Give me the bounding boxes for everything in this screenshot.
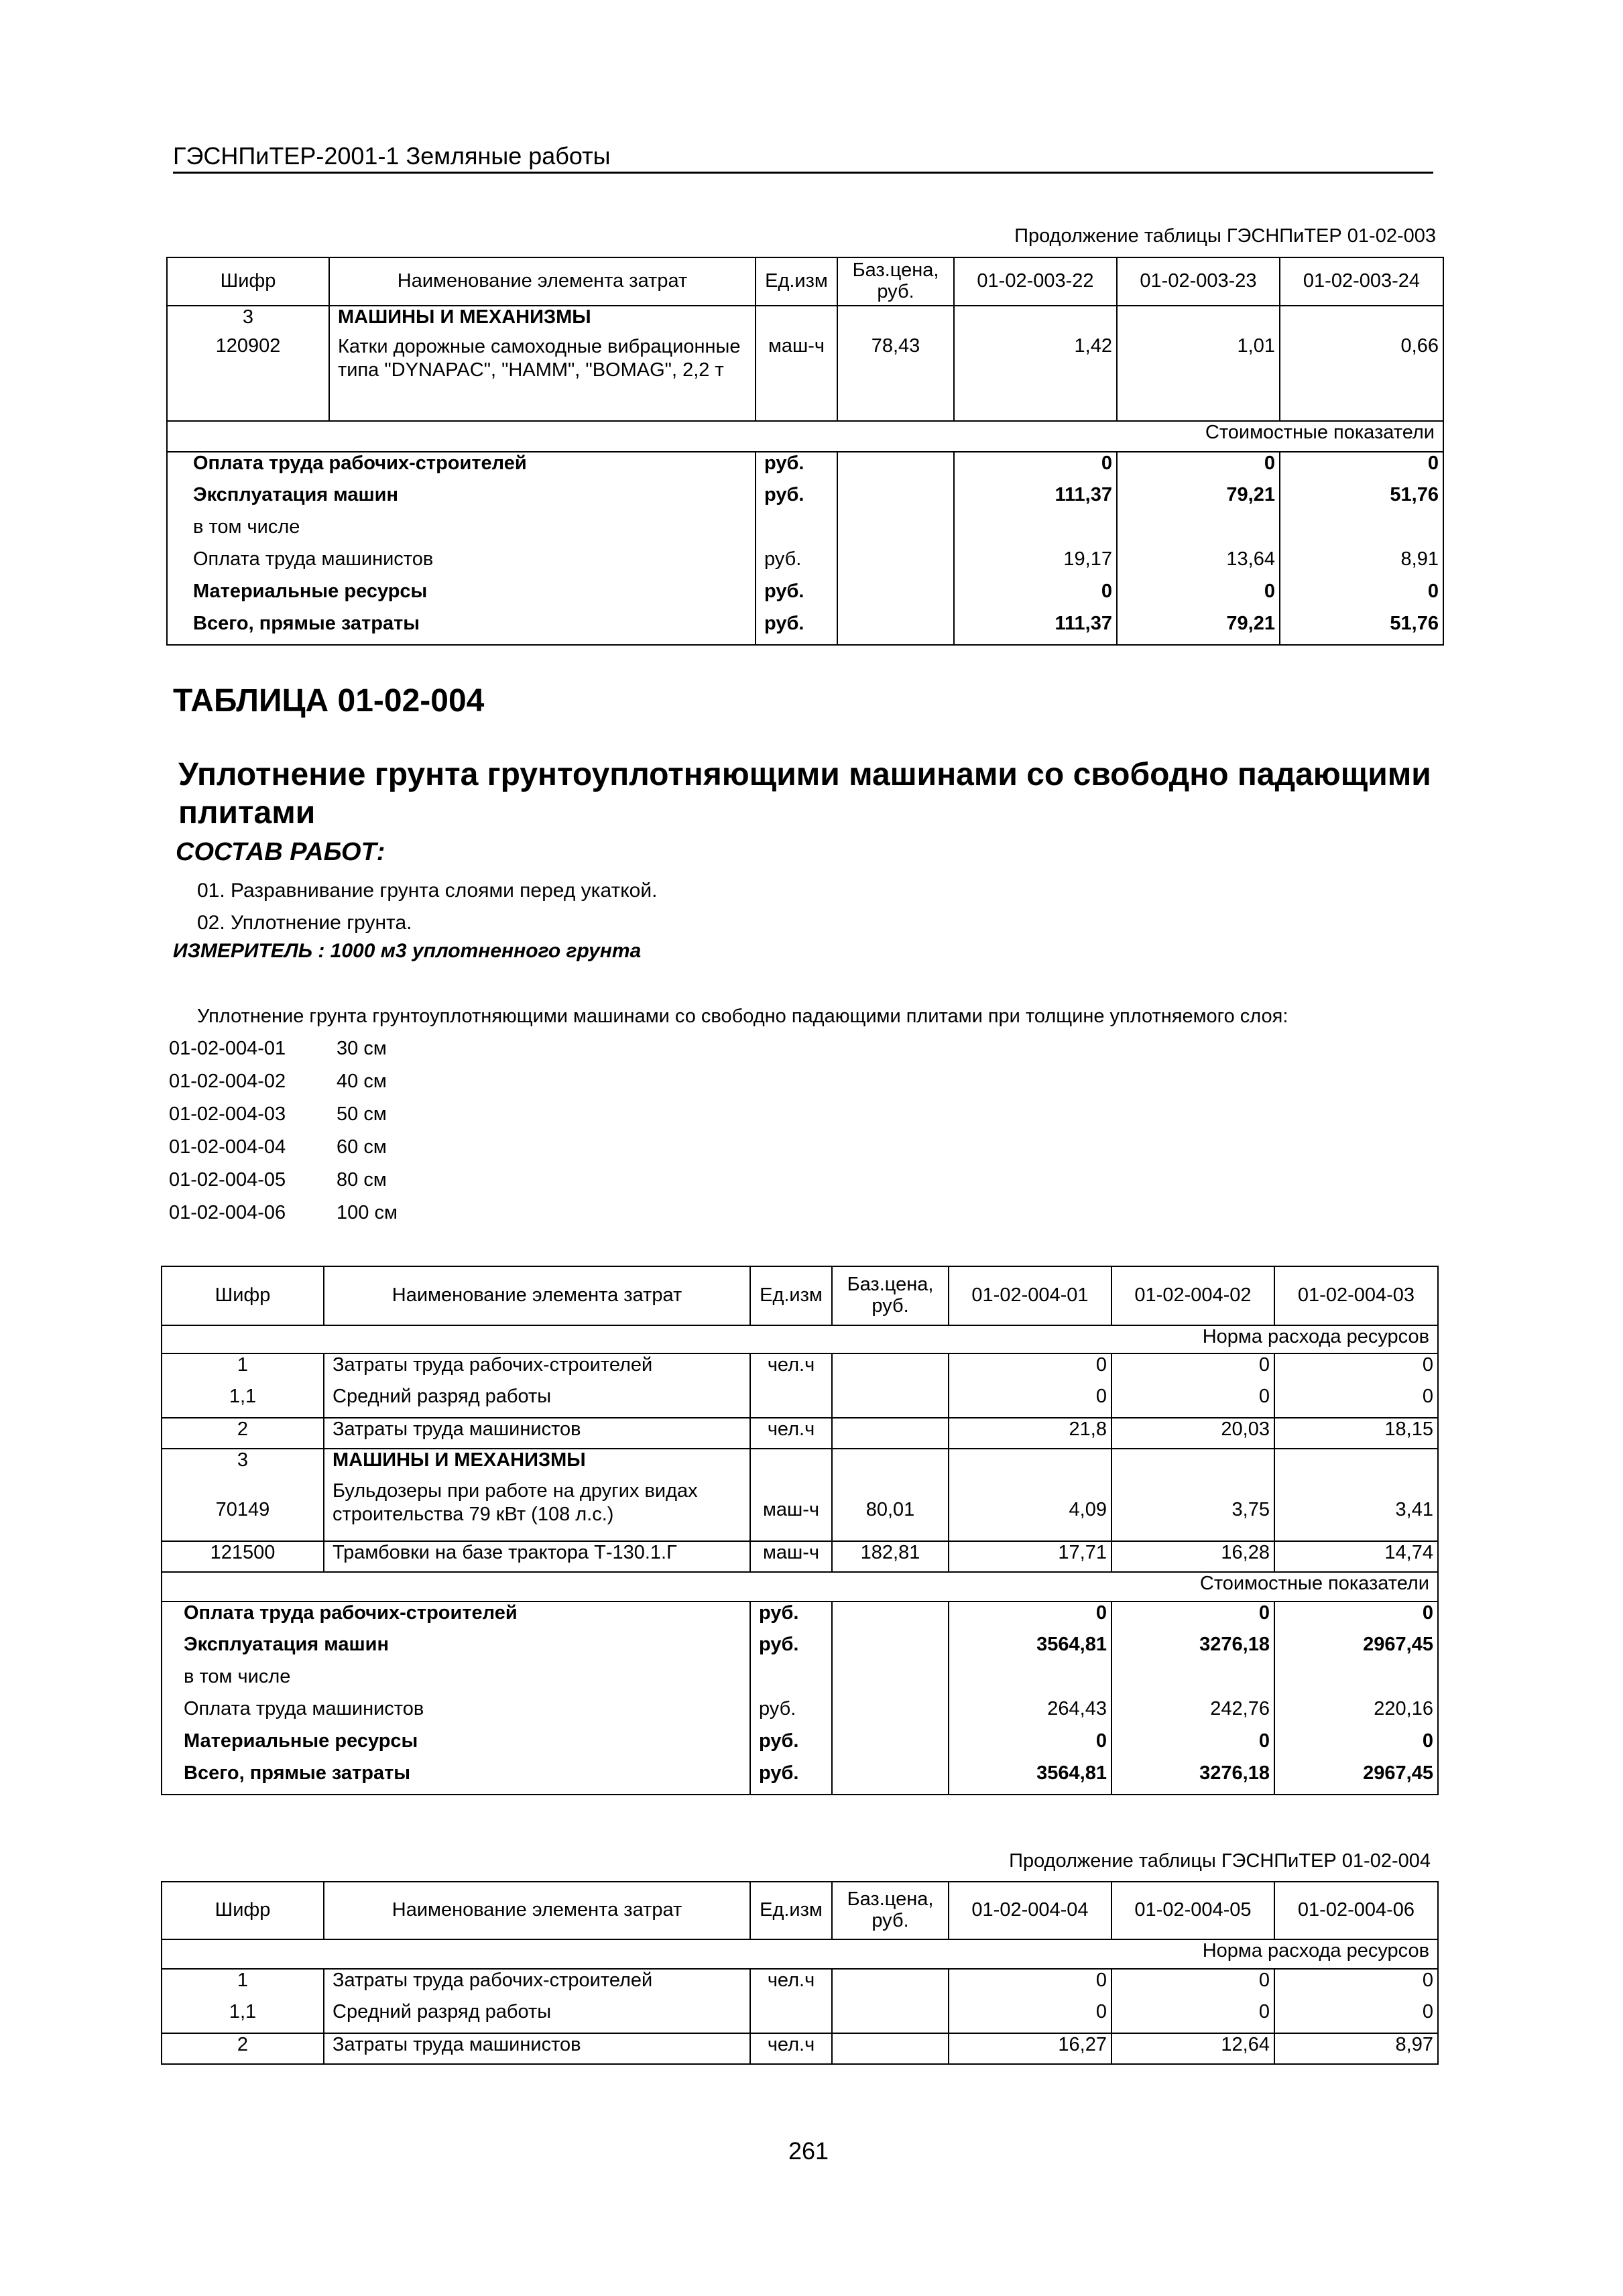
value-cell: 1,42 [954,335,1117,421]
variant-row [169,1071,387,1093]
value-cell: 3,41 [1274,1479,1438,1541]
value-cell: 8,97 [1274,2033,1438,2064]
work-composition-label: СОСТАВ РАБОТ: [176,838,385,866]
col-header-price: Баз.цена, руб. [832,1882,949,1939]
page-number: 261 [788,2137,829,2165]
value-cell: 0 [1274,1386,1438,1418]
table-row [162,1541,1438,1572]
col-header-code: Шифр [167,257,329,306]
table-row [167,581,1443,613]
norm-label-row [162,1939,1438,1969]
cost-name: Материальные ресурсы [162,1730,750,1762]
cost-name: Эксплуатация машин [162,1634,750,1666]
col-header-v2: 01-02-004-02 [1111,1266,1274,1325]
value-cell: 51,76 [1280,613,1443,645]
resource-name: Затраты труда машинистов [324,2033,750,2064]
resource-name: Средний разряд работы [324,2001,750,2033]
value-cell: 0 [1117,452,1280,484]
variant-code: 01-02-004-02 [169,1071,286,1092]
resource-code: 2 [162,1418,324,1449]
resource-name: Затраты труда рабочих-строителей [324,1353,750,1386]
resource-name: Катки дорожные самоходные вибрационные типа "DYNAPAC", "HAMM", "BOMAG", 2,2 т [329,335,756,421]
cost-indicators-label-row [162,1572,1438,1602]
variant-row [169,1136,387,1158]
value-cell: 0 [1274,1730,1438,1762]
col-header-name: Наименование элемента затрат [329,257,756,306]
col-header-v3: 01-02-004-06 [1274,1882,1438,1939]
value-cell: 17,71 [949,1541,1111,1572]
resource-name: Трамбовки на базе трактора Т-130.1.Г [324,1541,750,1572]
work-item: 02. Уплотнение грунта. [197,912,412,934]
value-cell: 1,01 [1117,335,1280,421]
section-title: МАШИНЫ И МЕХАНИЗМЫ [324,1449,750,1479]
resource-code: 1,1 [162,2001,324,2033]
table-row [167,516,1443,548]
cost-name: в том числе [167,516,756,548]
value-cell: 18,15 [1274,1418,1438,1449]
table-row [162,1449,1438,1479]
value-cell: 79,21 [1117,613,1280,645]
table-row [167,452,1443,484]
variant-value: 40 см [337,1071,387,1092]
section-title: МАШИНЫ И МЕХАНИЗМЫ [329,306,756,335]
section-number: 3 [167,306,329,335]
value-cell: 2967,45 [1274,1762,1438,1795]
resource-code: 1 [162,1353,324,1386]
value-cell: 0 [1111,1969,1274,2001]
resource-code: 1 [162,1969,324,2001]
col-header-v3: 01-02-003-24 [1280,257,1443,306]
value-cell: 0 [1111,1730,1274,1762]
variants-intro: Уплотнение грунта грунтоуплотняющими машинами со свободно падающими плитами при толщине уплотняемого слоя: [197,1006,1288,1027]
norm-label: Норма расхода ресурсов [162,1939,1438,1969]
variant-row [169,1202,398,1224]
col-header-code: Шифр [162,1882,324,1939]
col-header-v1: 01-02-004-04 [949,1882,1111,1939]
table-row [162,1386,1438,1418]
value-cell: 0 [1274,1353,1438,1386]
value-cell: 111,37 [954,484,1117,516]
cost-unit: руб. [750,1602,832,1634]
col-header-name: Наименование элемента затрат [324,1266,750,1325]
resource-name: Затраты труда машинистов [324,1418,750,1449]
variant-code: 01-02-004-05 [169,1169,286,1191]
variant-row [169,1169,387,1191]
col-header-v1: 01-02-003-22 [954,257,1117,306]
work-item: 01. Разравнивание грунта слоями перед укаткой. [197,880,658,902]
resource-code: 2 [162,2033,324,2064]
cost-name: Эксплуатация машин [167,484,756,516]
value-cell: 21,8 [949,1418,1111,1449]
value-cell: 111,37 [954,613,1117,645]
table-row [162,2033,1438,2064]
value-cell: 20,03 [1111,1418,1274,1449]
variant-code: 01-02-004-04 [169,1136,286,1158]
variant-value: 100 см [337,1202,398,1223]
cost-unit: руб. [750,1698,832,1730]
value-cell: 8,91 [1280,548,1443,581]
value-cell: 2967,45 [1274,1634,1438,1666]
value-cell: 3,75 [1111,1479,1274,1541]
table-row [162,1634,1438,1666]
table3-header-row [162,1882,1438,1939]
table-row [162,1666,1438,1698]
resource-code: 121500 [162,1541,324,1572]
value-cell: 0 [1274,1602,1438,1634]
resource-unit: маш-ч [750,1479,832,1541]
table2 [161,1266,1439,1795]
table1 [166,257,1444,646]
section-number: 3 [162,1449,324,1479]
resource-unit: чел.ч [750,2033,832,2064]
value-cell: 0 [954,581,1117,613]
value-cell: 0 [954,452,1117,484]
value-cell: 14,74 [1274,1541,1438,1572]
table3 [161,1881,1439,2065]
value-cell: 0 [949,1969,1111,2001]
cost-unit: руб. [756,452,837,484]
value-cell: 12,64 [1111,2033,1274,2064]
cost-unit: руб. [756,484,837,516]
col-header-unit: Ед.изм [756,257,837,306]
value-cell: 0 [1274,1969,1438,2001]
table-row [162,1762,1438,1795]
table2-header-row [162,1266,1438,1325]
value-cell: 0,66 [1280,335,1443,421]
variant-value: 50 см [337,1103,387,1125]
value-cell: 0 [1111,1386,1274,1418]
value-cell: 264,43 [949,1698,1111,1730]
cost-indicators-label-row [167,421,1443,452]
resource-price: 182,81 [832,1541,949,1572]
value-cell: 0 [1117,581,1280,613]
resource-unit: маш-ч [750,1541,832,1572]
resource-code: 70149 [162,1479,324,1541]
col-header-price: Баз.цена, руб. [832,1266,949,1325]
col-header-v3: 01-02-004-03 [1274,1266,1438,1325]
table-row [162,1479,1438,1541]
value-cell: 79,21 [1117,484,1280,516]
table-row [167,613,1443,645]
resource-code: 1,1 [162,1386,324,1418]
table-row [162,1602,1438,1634]
table-row [167,484,1443,516]
resource-code: 120902 [167,335,329,421]
variant-row [169,1038,387,1060]
table-subtitle: Уплотнение грунта грунтоуплотняющими машинами со свободно падающими плитами [178,757,1431,831]
table-row [162,1418,1438,1449]
value-cell: 0 [949,1602,1111,1634]
table3-continuation-note: Продолжение таблицы ГЭСНПиТЕР 01-02-004 [1009,1850,1431,1872]
table-title: ТАБЛИЦА 01-02-004 [173,683,485,719]
cost-name: в том числе [162,1666,750,1698]
table-row [162,1730,1438,1762]
variant-code: 01-02-004-06 [169,1202,286,1223]
value-cell: 0 [949,1730,1111,1762]
table-row [162,1353,1438,1386]
cost-unit: руб. [756,548,837,581]
resource-name: Бульдозеры при работе на других видах строительства 79 кВт (108 л.с.) [324,1479,750,1541]
variant-value: 30 см [337,1038,387,1059]
cost-name: Материальные ресурсы [167,581,756,613]
cost-name: Оплата труда рабочих-строителей [162,1602,750,1634]
measurement-unit: ИЗМЕРИТЕЛЬ : 1000 м3 уплотненного грунта [173,940,642,962]
value-cell: 3564,81 [949,1762,1111,1795]
value-cell: 242,76 [1111,1698,1274,1730]
value-cell: 51,76 [1280,484,1443,516]
value-cell: 0 [1280,452,1443,484]
table-row [167,306,1443,335]
cost-indicators-label: Стоимостные показатели [167,421,1443,452]
value-cell: 220,16 [1274,1698,1438,1730]
variant-row [169,1103,387,1126]
col-header-name: Наименование элемента затрат [324,1882,750,1939]
resource-unit: чел.ч [750,1353,832,1386]
col-header-v2: 01-02-003-23 [1117,257,1280,306]
resource-unit: маш-ч [756,335,837,421]
value-cell: 0 [949,2001,1111,2033]
table-row [162,1969,1438,2001]
cost-unit: руб. [750,1762,832,1795]
value-cell: 0 [1111,1353,1274,1386]
variant-value: 60 см [337,1136,387,1158]
header-rule [173,172,1433,174]
norm-label-row [162,1325,1438,1353]
resource-price: 78,43 [837,335,954,421]
table-row [162,2001,1438,2033]
resource-unit: чел.ч [750,1418,832,1449]
cost-name: Оплата труда машинистов [167,548,756,581]
value-cell: 3276,18 [1111,1762,1274,1795]
table1-continuation-note: Продолжение таблицы ГЭСНПиТЕР 01-02-003 [1014,225,1436,247]
table-row [162,1698,1438,1730]
value-cell: 16,27 [949,2033,1111,2064]
value-cell: 16,28 [1111,1541,1274,1572]
value-cell: 3564,81 [949,1634,1111,1666]
norm-label: Норма расхода ресурсов [162,1325,1438,1353]
value-cell: 0 [1111,2001,1274,2033]
col-header-unit: Ед.изм [750,1266,832,1325]
resource-name: Средний разряд работы [324,1386,750,1418]
table-row [167,335,1443,421]
value-cell: 0 [949,1353,1111,1386]
cost-unit: руб. [756,581,837,613]
value-cell: 0 [1274,2001,1438,2033]
col-header-code: Шифр [162,1266,324,1325]
cost-name: Всего, прямые затраты [167,613,756,645]
cost-name: Оплата труда рабочих-строителей [167,452,756,484]
cost-name: Всего, прямые затраты [162,1762,750,1795]
cost-unit: руб. [756,613,837,645]
value-cell: 0 [949,1386,1111,1418]
resource-price: 80,01 [832,1479,949,1541]
cost-name: Оплата труда машинистов [162,1698,750,1730]
col-header-v2: 01-02-004-05 [1111,1882,1274,1939]
value-cell: 0 [1280,581,1443,613]
cost-unit: руб. [750,1634,832,1666]
value-cell: 0 [1111,1602,1274,1634]
value-cell: 19,17 [954,548,1117,581]
cost-unit: руб. [750,1730,832,1762]
col-header-price: Баз.цена, руб. [837,257,954,306]
table-row [167,548,1443,581]
value-cell: 3276,18 [1111,1634,1274,1666]
value-cell: 13,64 [1117,548,1280,581]
resource-name: Затраты труда рабочих-строителей [324,1969,750,2001]
variant-code: 01-02-004-03 [169,1103,286,1125]
variant-value: 80 см [337,1169,387,1191]
resource-unit: чел.ч [750,1969,832,2001]
value-cell: 4,09 [949,1479,1111,1541]
table1-header-row [167,257,1443,306]
variant-code: 01-02-004-01 [169,1038,286,1059]
cost-indicators-label: Стоимостные показатели [162,1572,1438,1602]
col-header-unit: Ед.изм [750,1882,832,1939]
running-header: ГЭСНПиТЕР-2001-1 Земляные работы [173,142,611,170]
col-header-v1: 01-02-004-01 [949,1266,1111,1325]
